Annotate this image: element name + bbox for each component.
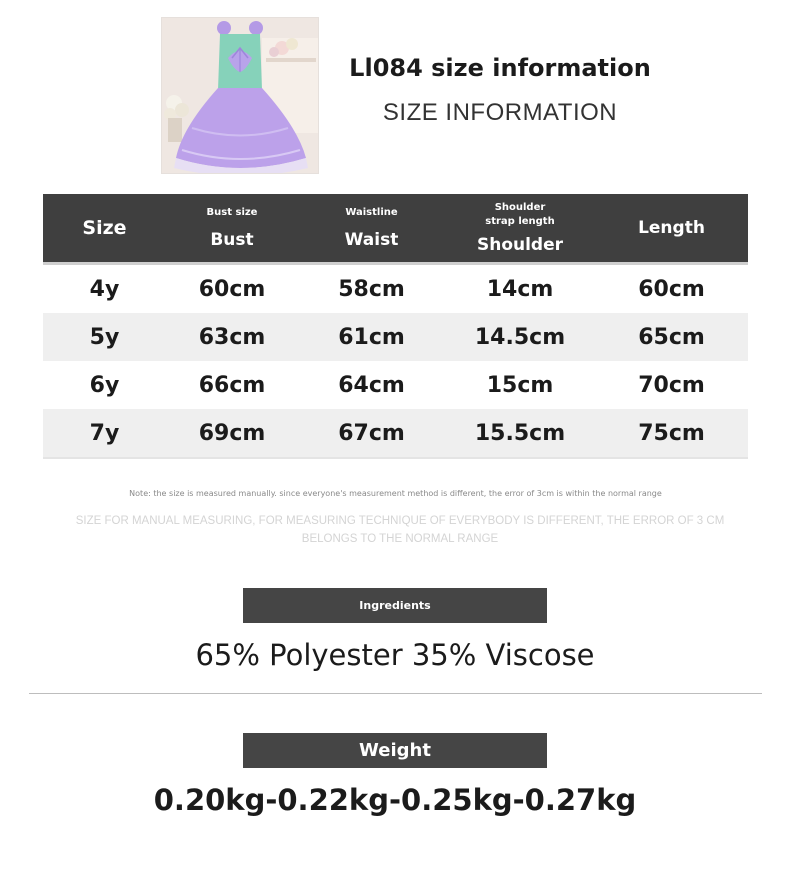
header-bust-sub: Bust size (206, 207, 258, 218)
cell-shoulder: 14cm (486, 276, 554, 302)
cell-bust: 66cm (198, 372, 266, 398)
page-title: Ll084 size information (349, 54, 651, 82)
header-size (43, 194, 166, 264)
header-length-label: Length (638, 218, 705, 238)
cell-waist: 58cm (338, 276, 405, 302)
table-row (43, 313, 748, 361)
header-size-label: Size (82, 217, 127, 239)
measurement-note: Note: the size is measured manually. since everyone's measurement method is different, the error of 3cm is within the normal range (129, 489, 662, 498)
cell-size: 4y (89, 276, 120, 302)
header-waist-sub: Waistline (345, 207, 398, 218)
cell-shoulder: 15.5cm (445, 409, 595, 458)
cell-waist: 67cm (298, 409, 445, 458)
size-table (43, 194, 748, 459)
header-length (595, 194, 748, 264)
size-table-header (43, 194, 748, 264)
cell-bust: 60cm (198, 276, 266, 302)
cell-shoulder: 15cm (486, 372, 554, 398)
table-row (43, 361, 748, 409)
header-shoulder-sub: Shoulder strap length (485, 202, 555, 227)
header-bust-label: Bust (210, 230, 254, 250)
header-bust (166, 194, 298, 264)
cell-waist: 64cm (338, 372, 405, 398)
cell-length: 60cm (638, 276, 705, 302)
page-subtitle: SIZE INFORMATION (382, 99, 618, 126)
cell-size: 7y (43, 409, 166, 458)
header-waist (298, 194, 445, 264)
weight-value: 0.20kg-0.22kg-0.25kg-0.27kg (153, 783, 637, 817)
header-shoulder-label: Shoulder (476, 235, 564, 255)
cell-bust: 63cm (166, 313, 298, 361)
cell-shoulder: 14.5cm (445, 313, 595, 361)
header-shoulder (445, 194, 595, 264)
ingredients-value: 65% Polyester 35% Viscose (195, 638, 595, 672)
product-image (161, 17, 319, 174)
measurement-note-english: SIZE FOR MANUAL MEASURING, FOR MEASURING TECHNIQUE OF EVERYBODY IS DIFFERENT, THE ERROR OF 3 CM BELONGS TO THE NORMAL RANGE (75, 515, 725, 545)
weight-label: Weight (243, 733, 547, 768)
table-row (43, 264, 748, 314)
cell-bust: 69cm (166, 409, 298, 458)
cell-length: 75cm (595, 409, 748, 458)
section-divider (29, 693, 762, 694)
cell-length: 70cm (638, 372, 705, 398)
table-row (43, 409, 748, 458)
cell-size: 5y (43, 313, 166, 361)
dress-illustration (162, 18, 319, 174)
header-waist-label: Waist (344, 230, 399, 250)
cell-waist: 61cm (298, 313, 445, 361)
cell-size: 6y (89, 372, 120, 398)
ingredients-label: Ingredients (243, 588, 547, 623)
cell-length: 65cm (595, 313, 748, 361)
